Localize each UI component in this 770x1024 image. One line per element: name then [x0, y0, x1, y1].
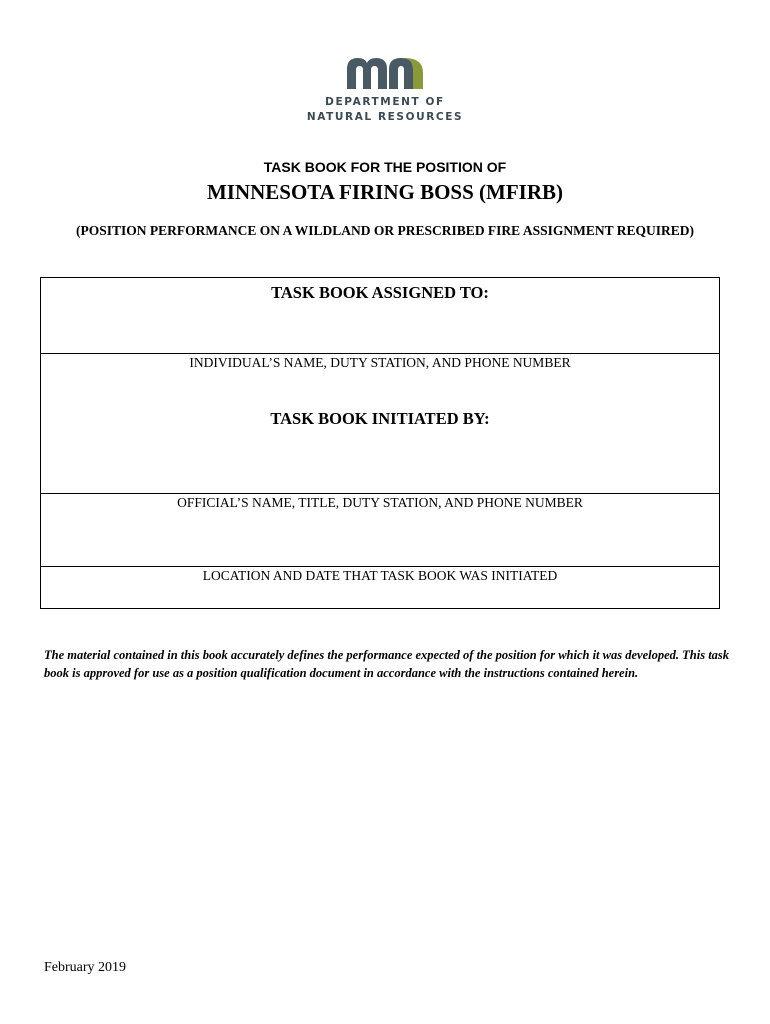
assigned-to-heading: TASK BOOK ASSIGNED TO:	[271, 283, 489, 302]
location-line	[41, 566, 719, 567]
initiated-by-line	[41, 493, 719, 494]
assignment-note: (POSITION PERFORMANCE ON A WILDLAND OR PRESCRIBED FIRE ASSIGNMENT REQUIRED)	[76, 223, 694, 238]
dnr-logo	[306, 55, 464, 125]
document-date: February 2019	[44, 960, 127, 975]
initiated-by-heading: TASK BOOK INITIATED BY:	[270, 409, 490, 428]
location-date-caption: LOCATION AND DATE THAT TASK BOOK WAS INITIATED	[202, 568, 558, 583]
assigned-to-caption: INDIVIDUAL’S NAME, DUTY STATION, AND PHONE NUMBER	[189, 355, 571, 370]
mn-logo-icon	[347, 55, 423, 89]
approval-statement: The material contained in this book accurately defines the performance expected of the position for which it was developed. This task book is approved for use as a position qualification document in accordance with the instructions contained herein.	[44, 648, 730, 680]
document-subtitle: TASK BOOK FOR THE POSITION OF	[263, 159, 507, 175]
logo-line-department: DEPARTMENT OF	[325, 96, 445, 108]
task-book-form	[40, 277, 720, 609]
initiated-by-caption: OFFICIAL’S NAME, TITLE, DUTY STATION, AND PHONE NUMBER	[177, 495, 583, 510]
document-title: MINNESOTA FIRING BOSS (MFIRB)	[206, 180, 564, 204]
logo-line-natural-resources: NATURAL RESOURCES	[306, 111, 464, 123]
assigned-to-line	[41, 353, 719, 354]
